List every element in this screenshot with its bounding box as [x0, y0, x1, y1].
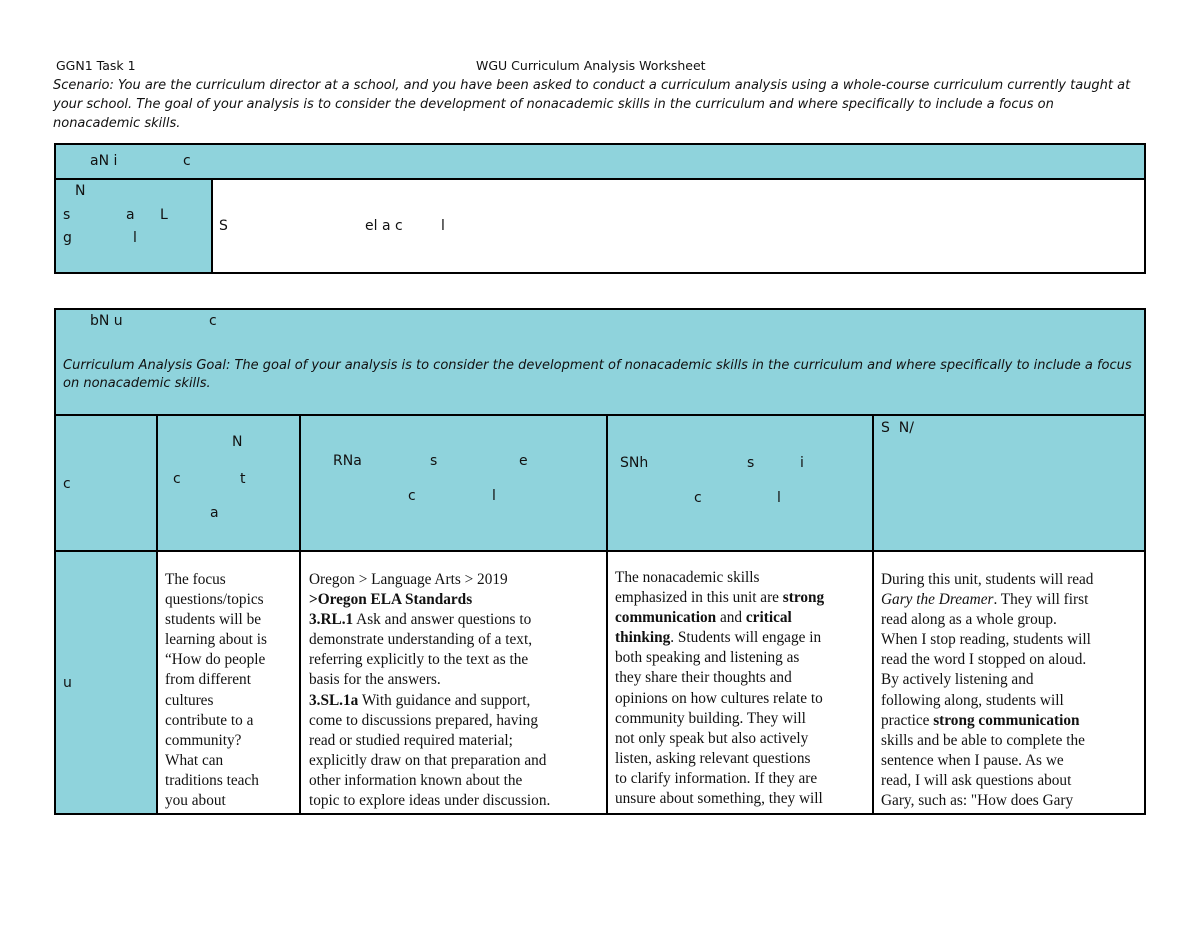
task-label: GGN1 Task 1	[56, 58, 136, 73]
table-1-left-frag: l	[133, 230, 137, 246]
table-1-title-frag: aN i	[90, 153, 118, 169]
table-1-right-frag: l	[441, 218, 445, 234]
table-1-title-row	[56, 145, 1144, 178]
col-1-header-frag: c	[63, 476, 71, 492]
col-2-header-frag: c	[173, 471, 181, 487]
col-4-header-frag: i	[800, 455, 804, 471]
col-2-header-frag: a	[210, 505, 219, 521]
col-2-header-frag: N	[232, 434, 243, 450]
col-4-header-frag: s	[747, 455, 755, 471]
table-1-right-frag: el a c	[365, 218, 403, 234]
col-2-header-frag: t	[240, 471, 246, 487]
col-5-header-frag: S N/	[881, 420, 914, 436]
col-3-header-frag: e	[519, 453, 528, 469]
activity-cell: During this unit, students will read Gary the Dreamer. They will first read along as a whole group. When I stop reading, students will read the word I stopped on aloud. By actively listening and following along, students will practice strong communication skills and be able to complete the sentence when I pause. As we read, I will ask questions about Gary, such as: "How does Gary	[881, 571, 1094, 810]
col-4-header-frag: SNh	[620, 455, 649, 471]
focus-questions-cell: The focus questions/topics students will be learning about is “How do people from different cultures contribute to a community? What can traditions teach you about	[165, 571, 267, 810]
col-3-header-frag: l	[492, 488, 496, 504]
table-1-left-frag: N	[75, 183, 86, 199]
col-4-header-frag: l	[777, 490, 781, 506]
worksheet-title: WGU Curriculum Analysis Worksheet	[476, 58, 706, 73]
col-4-header-frag: c	[694, 490, 702, 506]
table-1-left-frag: L	[160, 207, 168, 223]
table-2-title-frag: c	[209, 313, 217, 329]
scenario-text: Scenario: You are the curriculum director at a school, and you have been asked to conduct a curriculum analysis using a whole-course curriculum currently taught at your school. The goal of your analysis is to consider the development of nonacademic skills in the curriculum and where specifically to include a focus on nonacademic skills.	[53, 78, 1131, 131]
table-1-left-frag: g	[63, 230, 72, 246]
col-3-header-frag: RNa	[333, 453, 362, 469]
nonacademic-skills-cell: The nonacademic skills emphasized in this unit are strong communication and critical thinking. Students will engage in both speaking and listening as they share their thoughts and opinions on how cultures relate to community building. They will not only speak but also actively listen, asking relevant questions to clarify information. If they are unsure about something, they will	[615, 569, 825, 808]
col-3-header-frag: c	[408, 488, 416, 504]
curriculum-analysis-goal: Curriculum Analysis Goal: The goal of your analysis is to consider the development of nonacademic skills in the curriculum and where specifically to include a focus on nonacademic skills.	[63, 358, 1132, 391]
table-1-left-frag: a	[126, 207, 135, 223]
table-1-right-frag: S	[219, 218, 228, 234]
row-label-frag: u	[63, 675, 72, 691]
table-1-title-frag: c	[183, 153, 191, 169]
col-3-header-frag: s	[430, 453, 438, 469]
table-1-left-frag: s	[63, 207, 71, 223]
table-2-header-row	[56, 416, 1144, 550]
standards-cell: Oregon > Language Arts > 2019 >Oregon ELA Standards 3.RL.1 Ask and answer questions to demonstrate understanding of a text, referring explicitly to the text as the basis for the answers. 3.SL.1a With guidance and support, come to discussions prepared, having read or studied required material; explicitly draw on that preparation and other information known about the topic to explore ideas under discussion.	[309, 571, 551, 810]
table-2-title-frag: bN u	[90, 313, 123, 329]
